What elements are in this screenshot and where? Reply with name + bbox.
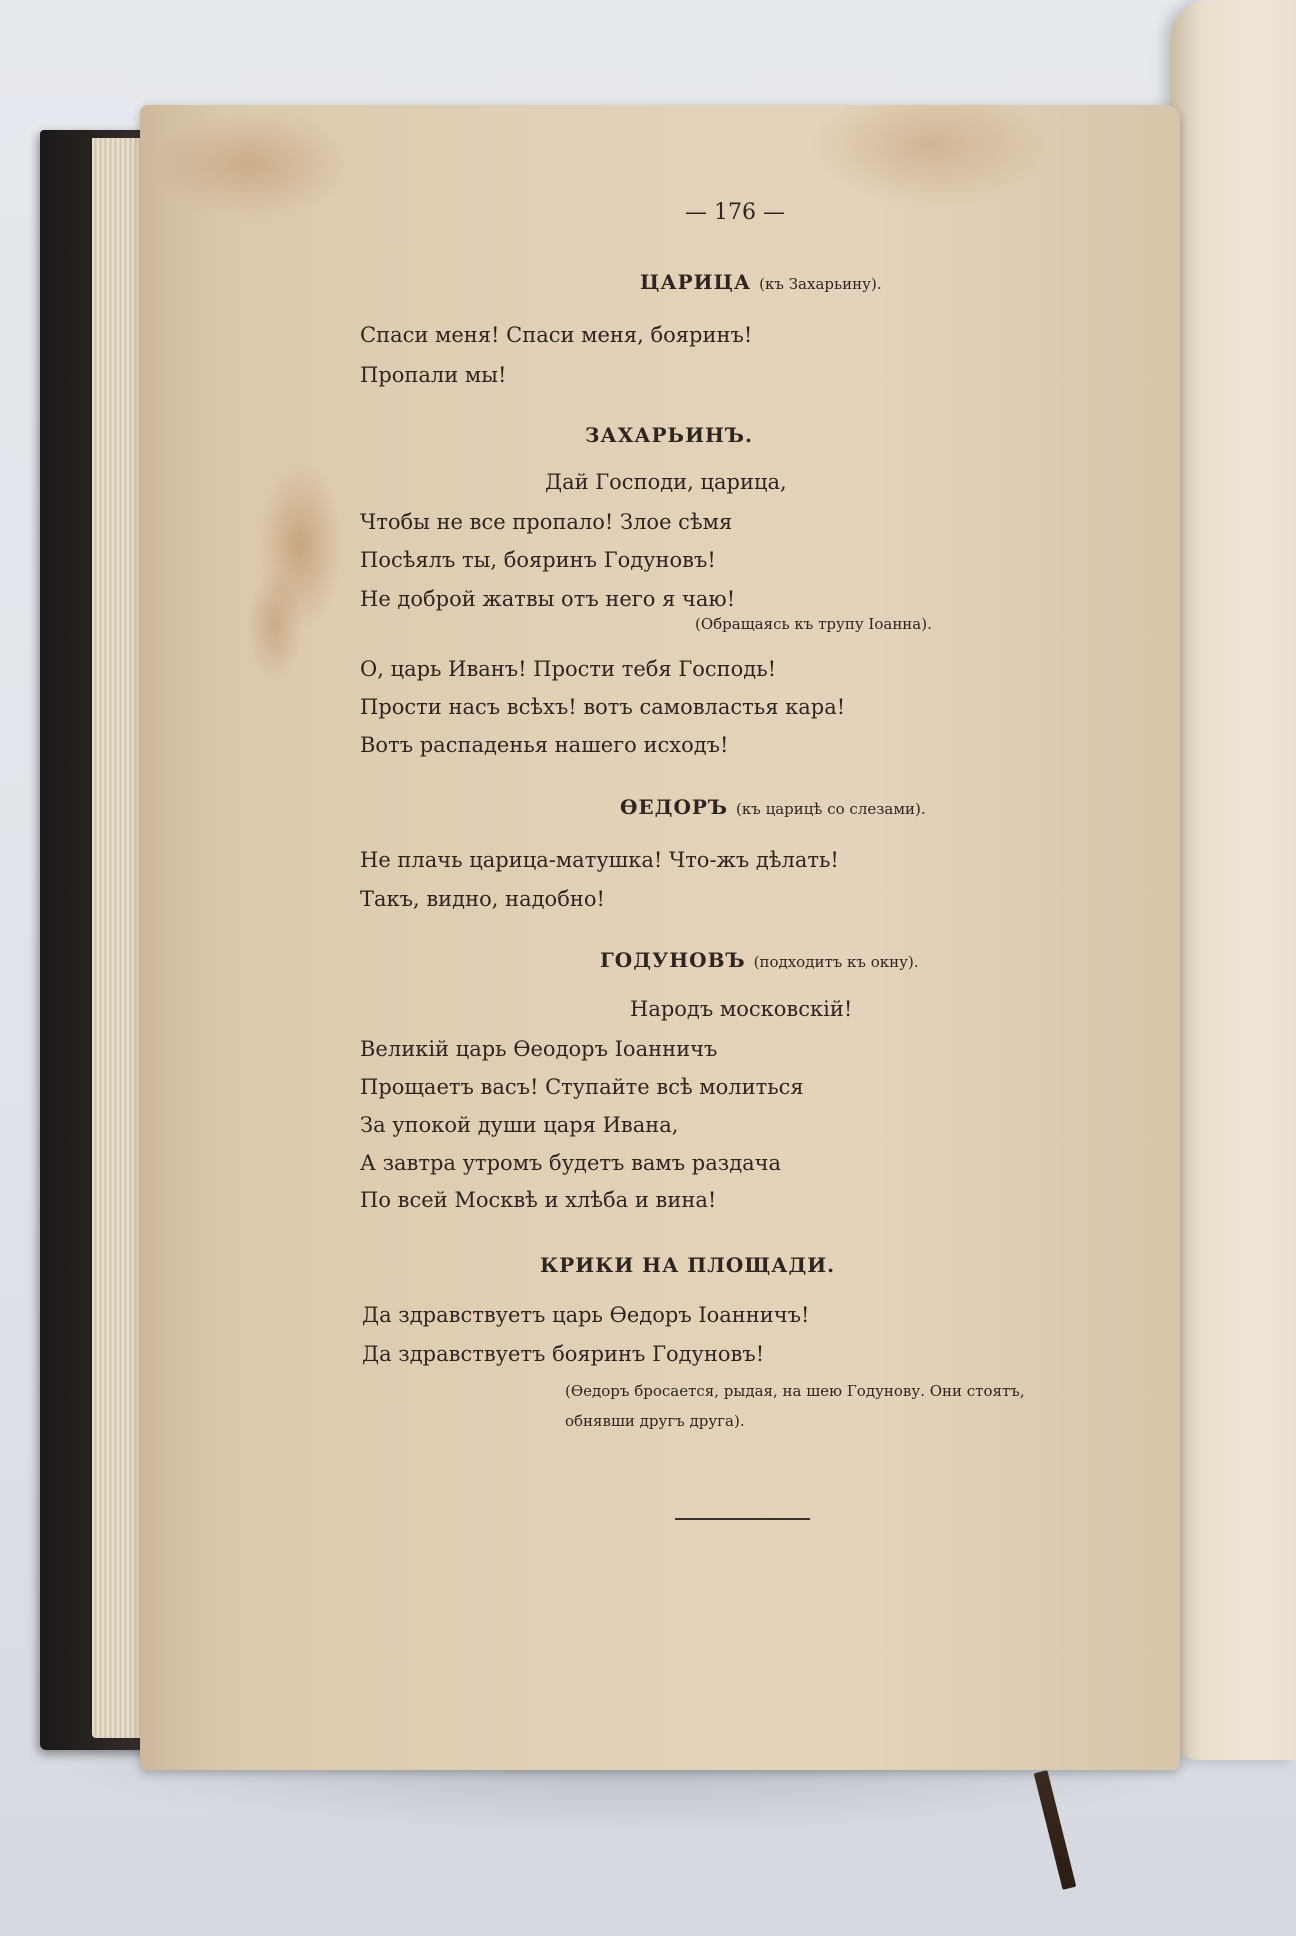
- verse-line: Не доброй жатвы отъ него я чаю!: [360, 587, 736, 611]
- speaker-direction: (къ царицѣ со слезами).: [736, 800, 926, 818]
- verse-line: Прощаетъ васъ! Ступайте всѣ молиться: [360, 1075, 804, 1099]
- stage-direction: обнявши другъ друга).: [565, 1412, 745, 1430]
- verse-line: За упокой души царя Ивана,: [360, 1113, 679, 1137]
- stage-direction: (Обращаясь къ трупу Іоанна).: [695, 615, 932, 633]
- speaker-name: КРИКИ НА ПЛОЩАДИ.: [540, 1253, 836, 1277]
- verse-line: Посѣялъ ты, бояринъ Годуновъ!: [360, 548, 716, 572]
- verse-line: Вотъ распаденья нашего исходъ!: [360, 733, 729, 757]
- speaker-godunov: [600, 948, 919, 972]
- speaker-direction: (къ Захарьину).: [759, 275, 882, 293]
- stage-direction: (Ѳедоръ бросается, рыдая, на шею Годунову. Они стоятъ,: [565, 1382, 1025, 1400]
- verse-line: О, царь Иванъ! Прости тебя Господь!: [360, 657, 777, 681]
- verse-line: Чтобы не все пропало! Злое сѣмя: [360, 510, 733, 534]
- page-text: [140, 105, 1180, 1770]
- verse-line: Да здравствуетъ царь Ѳедоръ Іоанничъ!: [362, 1303, 810, 1327]
- verse-line: Прости насъ всѣхъ! вотъ самовластья кара!: [360, 695, 846, 719]
- speaker-feodor: [620, 795, 926, 819]
- speaker-direction: (подходитъ къ окну).: [753, 953, 919, 971]
- page-number: — 176 —: [685, 200, 785, 225]
- speaker-zakharin: [585, 423, 753, 447]
- speaker-name: ЦАРИЦА: [640, 270, 752, 294]
- verse-line: Дай Господи, царица,: [545, 470, 787, 494]
- speaker-name: ГОДУНОВЪ: [600, 948, 746, 972]
- verse-line: Народъ московскій!: [630, 997, 853, 1021]
- facing-page: [1170, 0, 1296, 1760]
- verse-line: По всей Москвѣ и хлѣба и вина!: [360, 1188, 717, 1212]
- verse-line: Пропали мы!: [360, 363, 507, 387]
- verse-line: Не плачь царица-матушка! Что-жъ дѣлать!: [360, 848, 839, 872]
- verse-line: Такъ, видно, надобно!: [360, 887, 605, 911]
- verse-line: А завтра утромъ будетъ вамъ раздача: [360, 1151, 782, 1175]
- book-page: [140, 105, 1180, 1770]
- speaker-tsaritsa: [640, 270, 882, 294]
- speaker-crowd: [540, 1253, 835, 1277]
- verse-line: Да здравствуетъ бояринъ Годуновъ!: [362, 1342, 765, 1366]
- verse-line: Спаси меня! Спаси меня, бояринъ!: [360, 323, 753, 347]
- verse-line: Великій царь Ѳеодоръ Іоанничъ: [360, 1037, 718, 1061]
- speaker-name: ЗАХАРЬИНЪ.: [585, 423, 753, 447]
- speaker-name: ѲЕДОРЪ: [620, 795, 729, 819]
- closing-rule: [675, 1518, 810, 1520]
